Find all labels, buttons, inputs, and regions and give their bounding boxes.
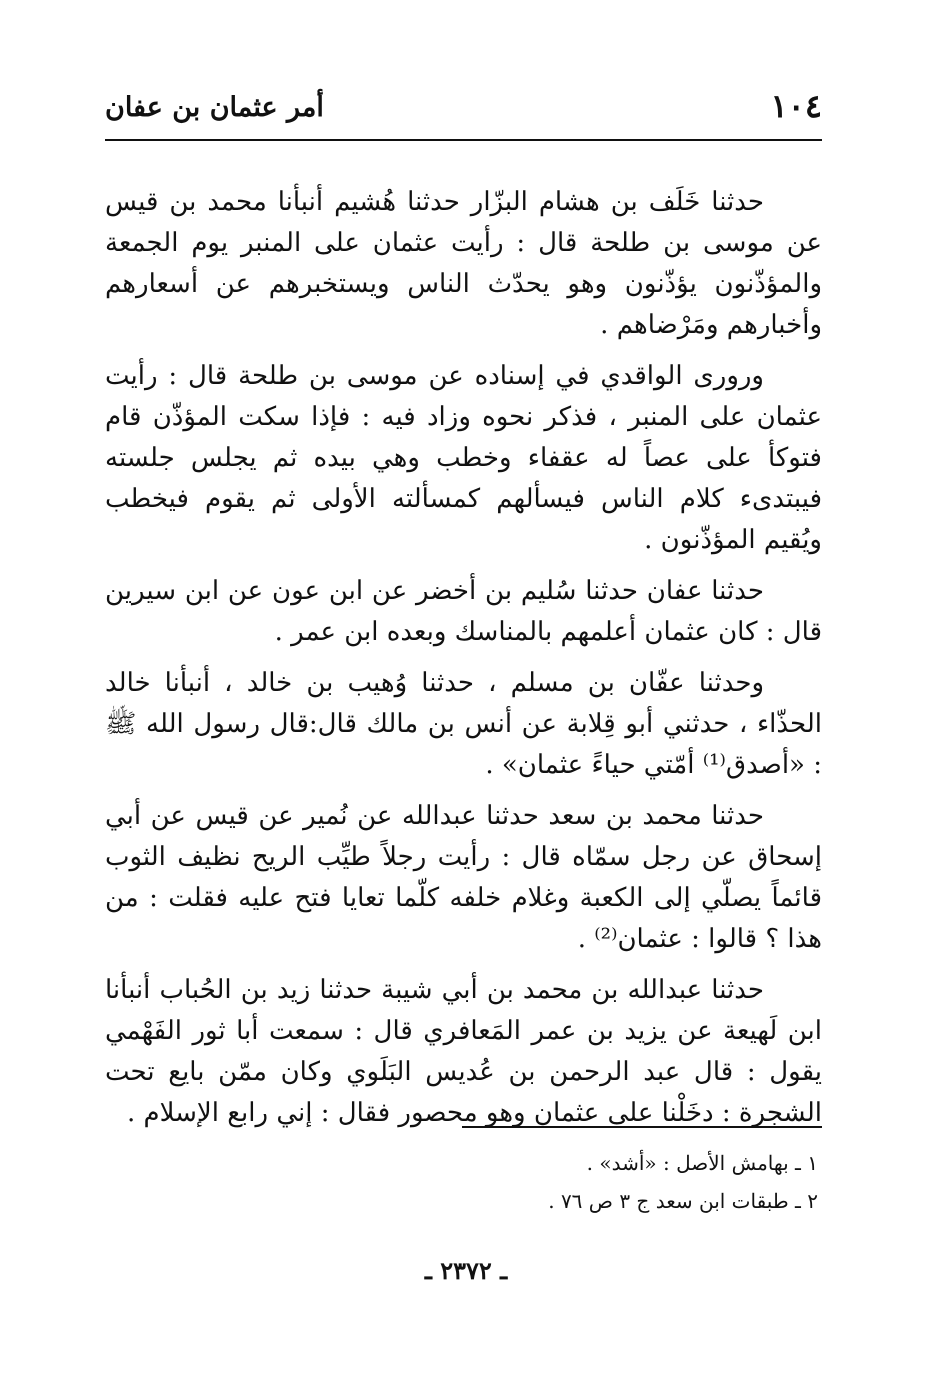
- paragraph-3: حدثنا عفان حدثنا سُليم بن أخضر عن ابن عون عن ابن سيرين قال : كان عثمان أعلمهم بالمناسك وبعده ابن عمر .: [105, 576, 822, 647]
- footnote-rule: [462, 1126, 822, 1128]
- paragraph-5: حدثنا محمد بن سعد حدثنا عبدالله عن نُمير عن قيس عن أبي إسحاق عن رجل سمّاه قال : رأيت رجلاً طيِّب الريح نظيف الثوب قائماً يصلّي إلى الكعبة وغلام خلفه كلّما تعايا فتح عليه فقلت : من هذا ؟ قالوا : عثمان⁽²⁾ .: [105, 801, 822, 954]
- page-number: ١٠٤: [770, 87, 822, 125]
- paragraph-4: وحدثنا عفّان بن مسلم ، حدثنا وُهيب بن خالد ، أنبأنا خالد الحذّاء ، حدثني أبو قِلابة عن أنس بن مالك قال:قال رسول الله ﷺ : «أصدق⁽¹⁾ أمّتي حياءً عثمان» .: [105, 668, 822, 780]
- page-header: [105, 86, 822, 136]
- paragraph-6: حدثنا عبدالله بن محمد بن أبي شيبة حدثنا زيد بن الحُباب أنبأنا ابن لَهيعة عن يزيد بن عمر المَعافري قال : سمعت أبا ثور الفَهْمي يقول : قال عبد الرحمن بن عُديس البَلَوي وكان ممّن بايع تحت الشجرة : دخَلْنا على عثمان وهو محصور فقال : إني رابع الإسلام .: [105, 975, 822, 1128]
- paragraph-1: حدثنا خَلَف بن هشام البزّار حدثنا هُشيم أنبأنا محمد بن قيس عن موسى بن طلحة قال : رأيت عثمان على المنبر يوم الجمعة والمؤذّنون يؤذّنون وهو يحدّث الناس ويستخبرهم عن أسعارهم وأخبارهم ومَرْضاهم .: [105, 187, 822, 340]
- paragraph-2: ورورى الواقدي في إسناده عن موسى بن طلحة قال : رأيت عثمان على المنبر ، فذكر نحوه وزاد فيه : فإذا سكت المؤذّن قام فتوكأ على عصاً له عقفاء وخطب وهي بيده ثم يجلس جلسته فيبتدىء كلام الناس فيسألهم كمسألته الأولى ثم يقوم فيخطب ويُقيم المؤذّنون .: [105, 361, 822, 555]
- footnote-1: ١ ـ بهامش الأصل : «أشد» .: [586, 1151, 818, 1175]
- header-rule: [105, 139, 822, 141]
- footer-page-label: ـ ٢٣٧٢ ـ: [424, 1256, 508, 1285]
- running-title: أمر عثمان بن عفان: [105, 92, 324, 123]
- main-text: [105, 182, 822, 1134]
- footnote-2: ٢ ـ طبقات ابن سعد ج ٣ ص ٧٦ .: [548, 1189, 818, 1213]
- page-footer: [0, 1256, 932, 1285]
- footnotes: [105, 1144, 822, 1220]
